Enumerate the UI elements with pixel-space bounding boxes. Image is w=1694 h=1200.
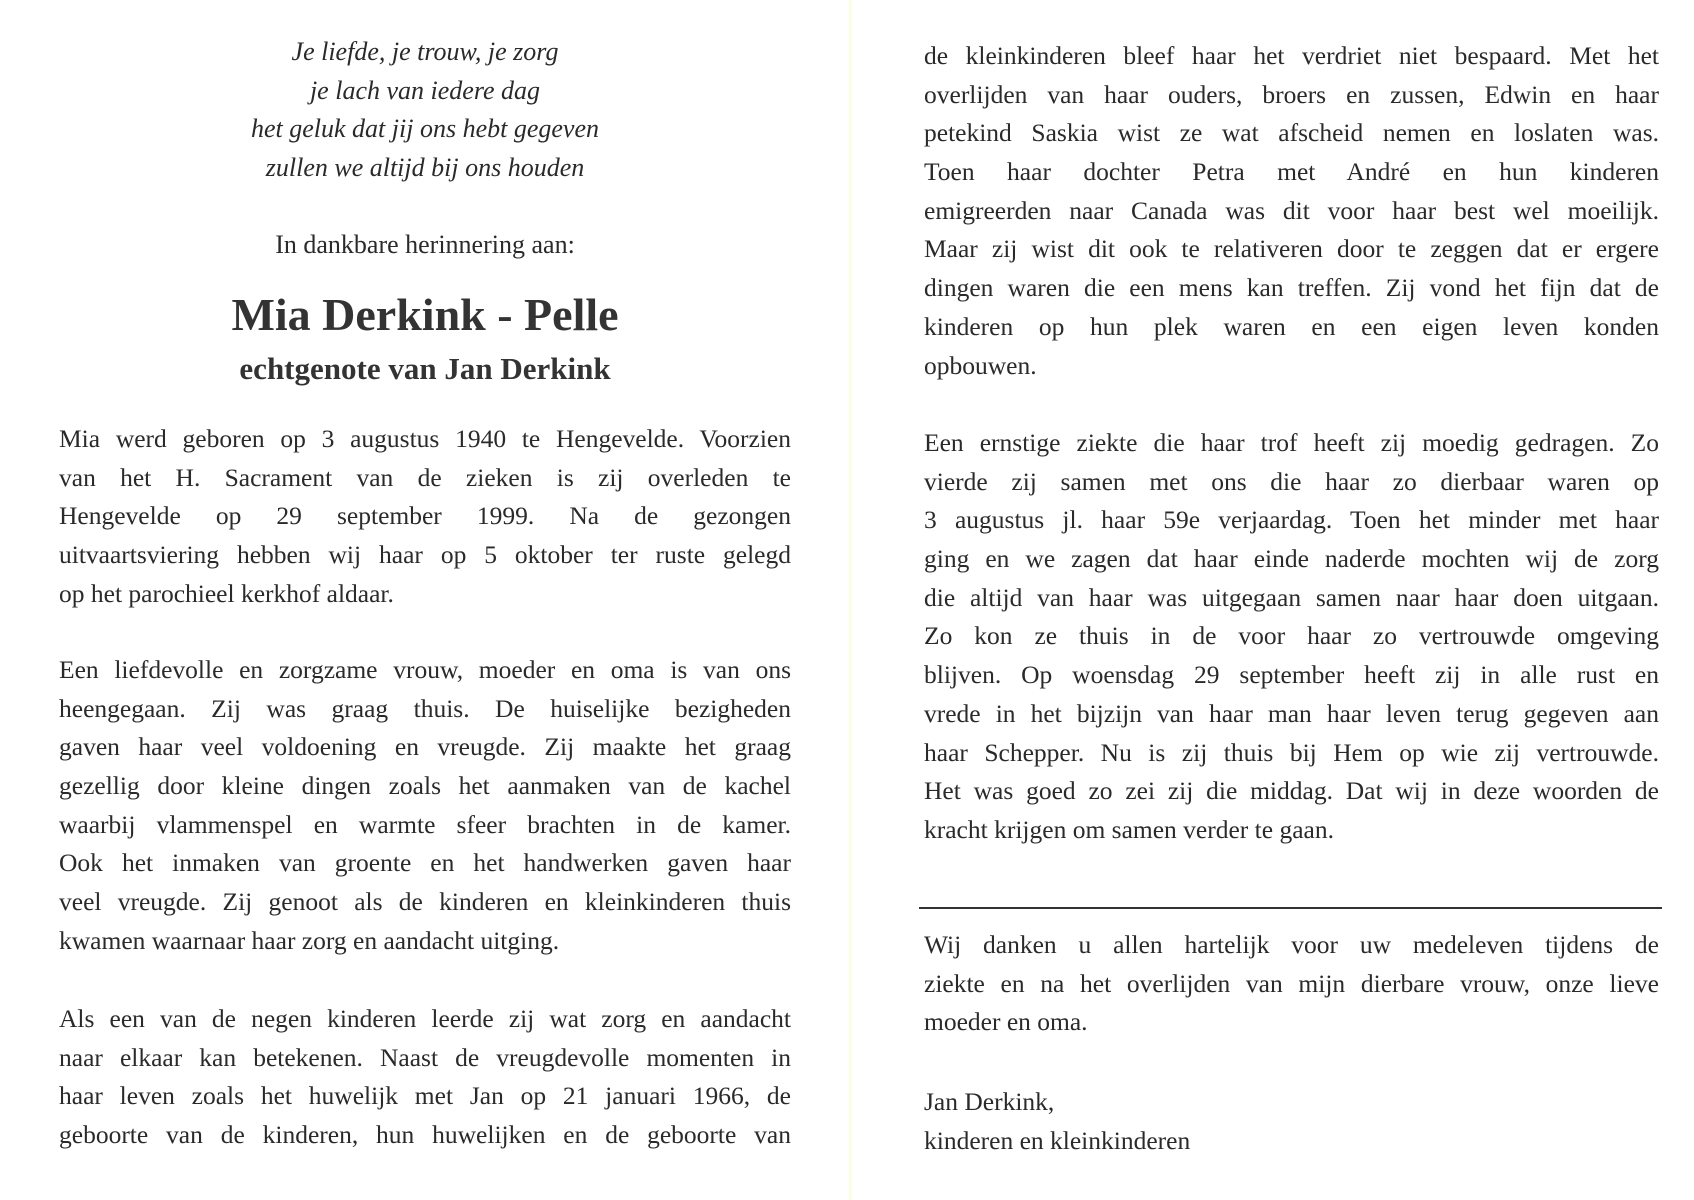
text-line: heengegaan. Zij was graag thuis. De huiselijke bezigheden (59, 693, 791, 723)
text-line: kinderen en kleinkinderen (924, 1125, 1191, 1155)
text-line: Ook het inmaken van groente en het handwerken gaven haar (59, 848, 791, 878)
poem-line: je lach van iedere dag (309, 75, 541, 105)
text-line: Hengevelde op 29 september 1999. Na de gezongen (59, 501, 791, 531)
text-line: naar elkaar kan betekenen. Naast de vreugdevolle momenten in (59, 1042, 791, 1072)
text-line: haar leven zoals het huwelijk met Jan op 21 januari 1966, de (59, 1081, 791, 1111)
poem-line: Je liefde, je trouw, je zorg (291, 37, 559, 66)
text-line: Een liefdevolle en zorgzame vrouw, moeder en oma is van ons (59, 655, 791, 684)
text-line: Toen haar dochter Petra met André en hun kinderen (924, 157, 1659, 187)
poem-line: het geluk dat jij ons hebt gegeven (250, 114, 599, 143)
text-line: op het parochieel kerkhof aldaar. (59, 578, 394, 608)
text-line: kracht krijgen om samen verder te gaan. (924, 814, 1334, 844)
text-line: Een ernstige ziekte die haar trof heeft zij moedig gedragen. Zo (924, 428, 1659, 457)
text-line: Maar zij wist dit ook te relativeren door te zeggen dat er ergere (924, 234, 1659, 264)
text-line: Zo kon ze thuis in de voor haar zo vertrouwde omgeving (924, 621, 1659, 651)
text-line: overlijden van haar ouders, broers en zussen, Edwin en haar (924, 79, 1659, 109)
text-line: Het was goed zo zei zij die middag. Dat wij in deze woorden de (924, 776, 1659, 806)
text-line: waarbij vlammenspel en warmte sfeer brachten in de kamer. (59, 809, 791, 839)
text-line: Mia werd geboren op 3 augustus 1940 te Hengevelde. Voorzien (59, 424, 791, 453)
horizontal-rule (919, 907, 1662, 909)
text-line: geboorte van de kinderen, hun huwelijken en de geboorte van (59, 1120, 791, 1150)
text-line: haar Schepper. Nu is zij thuis bij Hem op wie zij vertrouwde. (924, 737, 1659, 767)
text-line: dingen waren die een mens kan treffen. Zij vond het fijn dat de (924, 273, 1659, 303)
text-line: gezellig door kleine dingen zoals het aanmaken van de kachel (59, 771, 791, 801)
text-line: gaven haar veel voldoening en vreugde. Zij maakte het graag (59, 732, 791, 762)
text-line: van het H. Sacrament van de zieken is zij overleden te (59, 462, 791, 492)
text-line: moeder en oma. (924, 1007, 1088, 1037)
poem-line: zullen we altijd bij ons houden (265, 152, 585, 182)
right-paragraph (924, 1083, 1659, 1160)
text-line: 3 augustus jl. haar 59e verjaardag. Toen het minder met haar (924, 505, 1659, 535)
text-line: opbouwen. (924, 350, 1037, 380)
text-line: ziekte en na het overlijden van mijn dierbare vrouw, onze lieve (924, 968, 1659, 998)
left-paragraph (59, 420, 791, 613)
text-line: vrede in het bijzijn van haar man haar leven terug gegeven aan (924, 698, 1659, 728)
text-line: uitvaartsviering hebben wij haar op 5 oktober ter ruste gelegd (59, 540, 791, 570)
text-line: Als een van de negen kinderen leerde zij wat zorg en aandacht (59, 1004, 791, 1033)
text-line: Wij danken u allen hartelijk voor uw medeleven tijdens de (924, 930, 1659, 959)
text-line: petekind Saskia wist ze wat afscheid nemen en loslaten was. (924, 118, 1659, 148)
left-paragraph (59, 651, 791, 961)
text-line: ging en we zagen dat haar einde naderde mochten wij de zorg (924, 544, 1659, 574)
poem (59, 33, 791, 187)
intro-text: In dankbare herinnering aan: (275, 230, 575, 259)
right-paragraph (924, 424, 1659, 850)
text-line: Jan Derkink, (924, 1087, 1055, 1116)
text-line: vierde zij samen met ons die haar zo dierbaar waren op (924, 466, 1659, 496)
text-line: die altijd van haar was uitgegaan samen naar haar doen uitgaan. (924, 582, 1659, 612)
subtitle: echtgenote van Jan Derkink (239, 351, 611, 386)
right-paragraph (924, 926, 1659, 1042)
left-paragraph (59, 1000, 791, 1155)
deceased-name: Mia Derkink - Pelle (231, 289, 619, 340)
right-paragraph (924, 37, 1659, 385)
text-line: emigreerden naar Canada was dit voor haar best wel moeilijk. (924, 195, 1659, 225)
card-fold-divider (849, 0, 852, 1200)
text-line: blijven. Op woensdag 29 september heeft zij in alle rust en (924, 660, 1659, 690)
text-line: de kleinkinderen bleef haar het verdriet niet bespaard. Met het (924, 41, 1659, 70)
text-line: kinderen op hun plek waren en een eigen leven konden (924, 311, 1659, 341)
text-line: veel vreugde. Zij genoot als de kinderen en kleinkinderen thuis (59, 887, 791, 917)
text-line: kwamen waarnaar haar zorg en aandacht uitging. (59, 925, 560, 955)
